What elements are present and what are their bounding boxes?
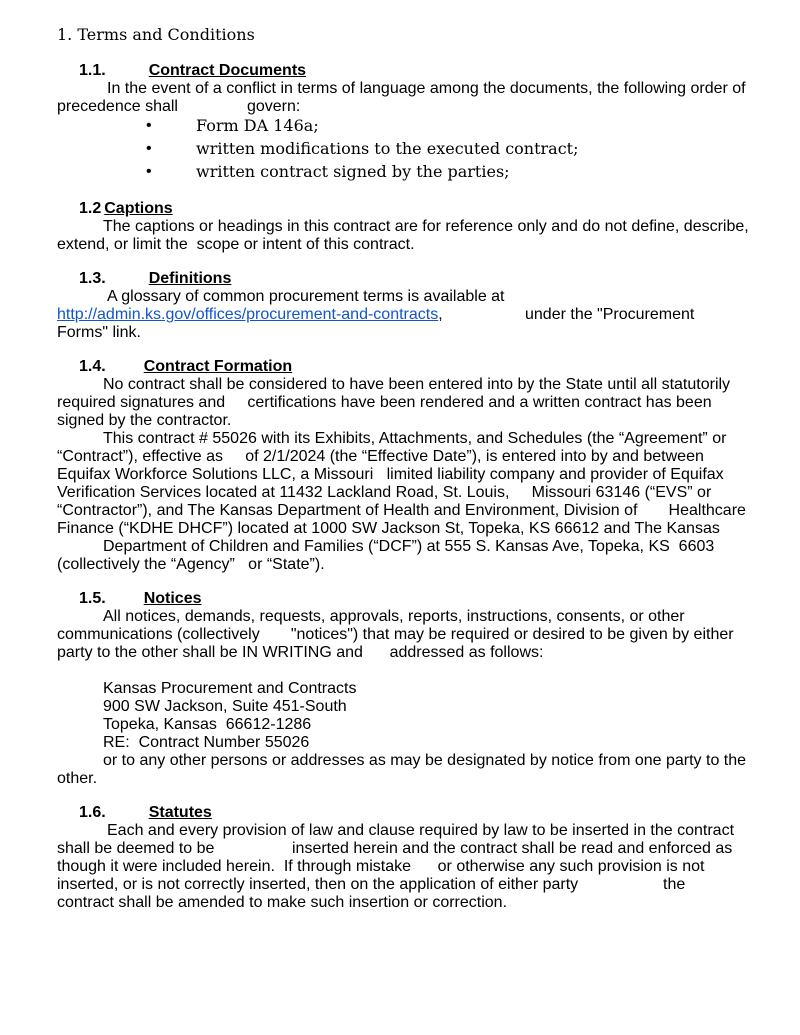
paragraph-line: under the "Procurement <box>525 306 695 323</box>
paragraph-line: This contract # 55026 with its Exhibits, Attachments, and Schedules (the “Agreement” or <box>103 430 727 447</box>
section-number: 1.4. <box>79 358 106 375</box>
bullet-dot: • <box>146 163 152 180</box>
paragraph-line: Each and every provision of law and clause required by law to be inserted in the contract <box>107 822 735 839</box>
section-1-6-heading <box>79 803 212 823</box>
section-1-4-heading <box>79 357 292 377</box>
paragraph-line: required signatures and certifications have been rendered and a written contract has been <box>57 394 712 411</box>
paragraph-line: “Contract”), effective as of 2/1/2024 (the “Effective Date”), is entered into by and between <box>57 448 704 465</box>
address-line: Topeka, Kansas 66612-1286 <box>103 716 312 733</box>
paragraph-line: inserted, or is not correctly inserted, then on the application of either party <box>57 876 579 893</box>
paragraph-line: http://admin.ks.gov/offices/procurement-and-contracts, <box>57 306 443 323</box>
procurement-link[interactable]: http://admin.ks.gov/offices/procurement-and-contracts <box>57 306 439 323</box>
section-1-5-heading <box>79 589 201 609</box>
section-1-2-heading <box>79 199 173 219</box>
paragraph-line: Equifax Workforce Solutions LLC, a Missouri limited liability company and provider of Equifax <box>57 466 724 483</box>
address-line: RE: Contract Number 55026 <box>103 734 310 751</box>
list-item: written modifications to the executed contract; <box>196 139 579 158</box>
bullet-dot: • <box>146 140 152 157</box>
list-item: Form DA 146a; <box>196 116 319 135</box>
paragraph-line: the <box>663 876 686 893</box>
section-1-3-heading <box>79 269 231 289</box>
paragraph-line: contract shall be amended to make such insertion or correction. <box>57 894 508 911</box>
section-title: Contract Documents <box>148 62 307 79</box>
paragraph-line: Department of Children and Families (“DCF”) at 555 S. Kansas Ave, Topeka, KS 6603 <box>103 538 715 555</box>
section-number: 1.3. <box>79 270 106 287</box>
section-title: Statutes <box>148 804 212 821</box>
paragraph-line: All notices, demands, requests, approvals, reports, instructions, consents, or other <box>103 608 685 625</box>
document-title: 1. Terms and Conditions <box>57 25 255 44</box>
paragraph-line: “Contractor”), and The Kansas Department of Health and Environment, Division of Healthcare <box>57 502 746 519</box>
paragraph-line: Verification Services located at 11432 Lackland Road, St. Louis, Missouri 63146 (“EVS” or <box>57 484 712 501</box>
section-title: Contract Formation <box>143 358 293 375</box>
section-1-1-heading <box>79 61 306 81</box>
paragraph-line: (collectively the “Agency” or “State”). <box>57 556 325 573</box>
section-number: 1.5. <box>79 590 106 607</box>
paragraph-line: Finance (“KDHE DHCF”) located at 1000 SW Jackson St, Topeka, KS 66612 and The Kansas <box>57 520 720 537</box>
paragraph-line: precedence shall govern: <box>57 98 301 115</box>
section-number: 1.1. <box>79 62 106 79</box>
list-item: written contract signed by the parties; <box>196 162 510 181</box>
section-number: 1.6. <box>79 804 106 821</box>
paragraph-line: signed by the contractor. <box>57 412 232 429</box>
paragraph-line: or to any other persons or addresses as may be designated by notice from one party to the <box>103 752 747 769</box>
paragraph-line: shall be deemed to be <box>57 840 215 857</box>
section-number: 1.2 <box>79 200 102 217</box>
section-title: Notices <box>143 590 202 607</box>
paragraph-line: party to the other shall be IN WRITING and addressed as follows: <box>57 644 544 661</box>
section-title: Definitions <box>148 270 232 287</box>
paragraph-line: other. <box>57 770 98 787</box>
paragraph-line: communications (collectively "notices") that may be required or desired to be given by either <box>57 626 734 643</box>
address-line: 900 SW Jackson, Suite 451-South <box>103 698 347 715</box>
paragraph-line: A glossary of common procurement terms is available at <box>107 288 505 305</box>
section-title: Captions <box>104 200 173 217</box>
paragraph-line: inserted herein and the contract shall be read and enforced as <box>292 840 733 857</box>
paragraph-line: No contract shall be considered to have been entered into by the State until all statutorily <box>103 376 731 393</box>
paragraph-line: The captions or headings in this contract are for reference only and do not define, describe, <box>103 218 749 235</box>
bullet-dot: • <box>146 117 152 134</box>
address-line: Kansas Procurement and Contracts <box>103 680 357 697</box>
paragraph-line: extend, or limit the scope or intent of this contract. <box>57 236 415 253</box>
paragraph-line: In the event of a conflict in terms of language among the documents, the following order of <box>107 80 746 97</box>
paragraph-line: though it were included herein. If through mistake or otherwise any such provision is not <box>57 858 705 875</box>
paragraph-line: Forms" link. <box>57 324 141 341</box>
